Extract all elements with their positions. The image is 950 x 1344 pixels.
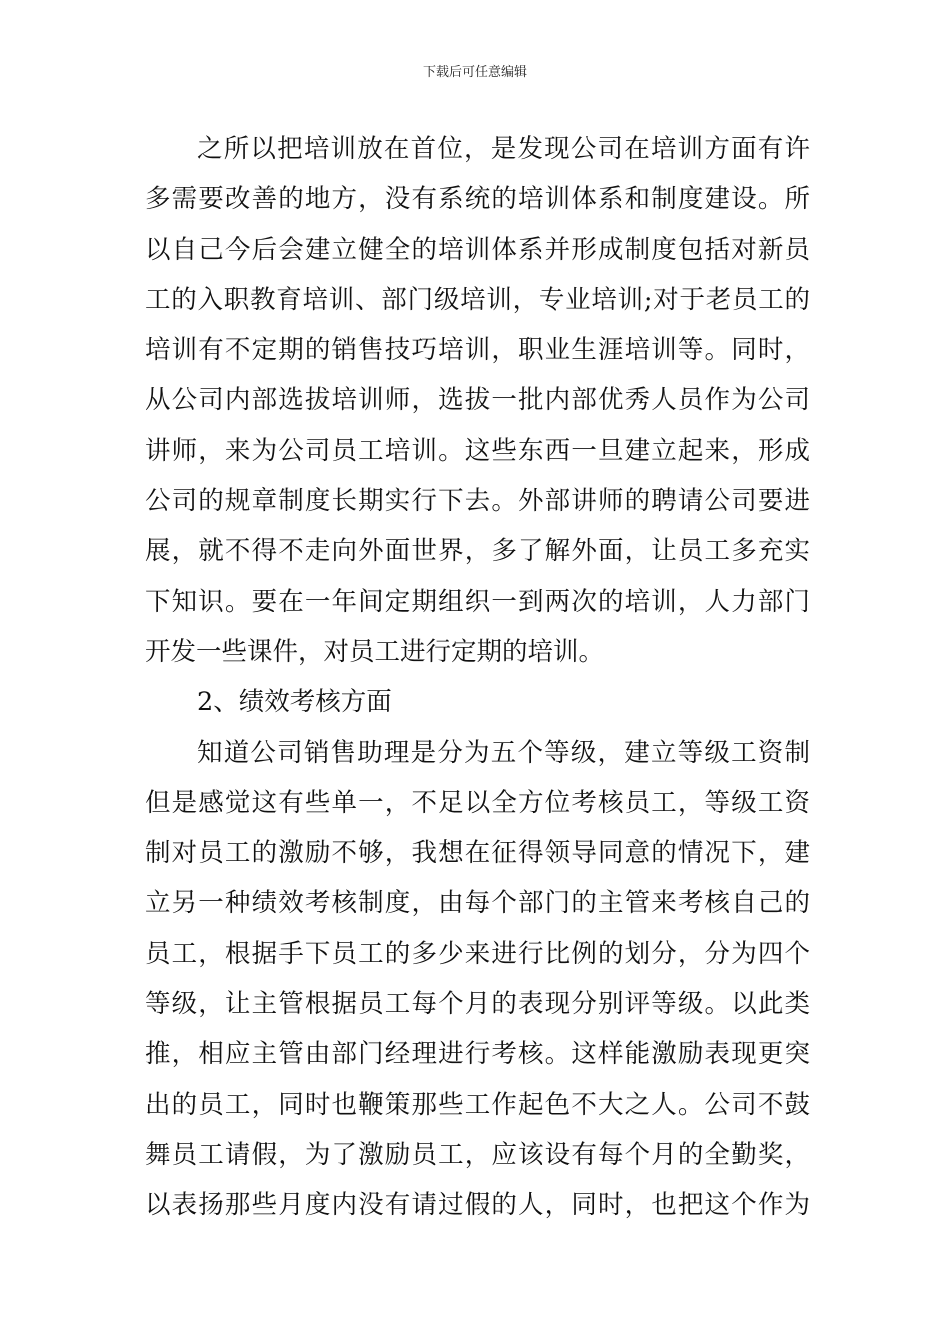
- text-line: 以表扬那些月度内没有请过假的人，同时，也把这个作为: [145, 1190, 810, 1221]
- text-line: 培训有不定期的销售技巧培训，职业生涯培训等。同时，: [145, 335, 810, 366]
- text-line: 制对员工的激励不够，我想在征得领导同意的情况下，建: [145, 838, 810, 869]
- text-line: 下知识。要在一年间定期组织一到两次的培训，人力部门: [145, 586, 810, 617]
- text-line: 出的员工，同时也鞭策那些工作起色不大之人。公司不鼓: [145, 1089, 810, 1120]
- text-line: 立另一种绩效考核制度，由每个部门的主管来考核自己的: [145, 888, 810, 919]
- page-header: 下载后可任意编辑: [422, 65, 527, 80]
- text-line: 工的入职教育培训、部门级培训，专业培训;对于老员工的: [145, 284, 810, 315]
- text-line: 从公司内部选拔培训师，选拔一批内部优秀人员作为公司: [145, 385, 810, 416]
- text-line: 但是感觉这有些单一，不足以全方位考核员工，等级工资: [145, 787, 810, 818]
- text-line: 2、绩效考核方面: [197, 687, 392, 718]
- text-line: 知道公司销售助理是分为五个等级，建立等级工资制: [197, 737, 810, 768]
- text-line: 展，就不得不走向外面世界，多了解外面，让员工多充实: [145, 536, 810, 567]
- text-line: 多需要改善的地方，没有系统的培训体系和制度建设。所: [145, 184, 810, 215]
- text-line: 舞员工请假，为了激励员工，应该设有每个月的全勤奖，: [145, 1139, 810, 1170]
- text-line: 以自己今后会建立健全的培训体系并形成制度包括对新员: [145, 234, 810, 265]
- text-line: 员工，根据手下员工的多少来进行比例的划分，分为四个: [145, 938, 810, 969]
- document-body: [145, 124, 810, 1231]
- text-line: 之所以把培训放在首位，是发现公司在培训方面有许: [197, 134, 810, 164]
- text-line: 等级，让主管根据员工每个月的表现分别评等级。以此类: [145, 989, 810, 1020]
- text-line: 讲师，来为公司员工培训。这些东西一旦建立起来，形成: [145, 435, 810, 466]
- text-line: 公司的规章制度长期实行下去。外部讲师的聘请公司要进: [145, 486, 810, 517]
- text-line: 开发一些课件，对员工进行定期的培训。: [145, 636, 605, 667]
- text-line: 推，相应主管由部门经理进行考核。这样能激励表现更突: [145, 1039, 810, 1070]
